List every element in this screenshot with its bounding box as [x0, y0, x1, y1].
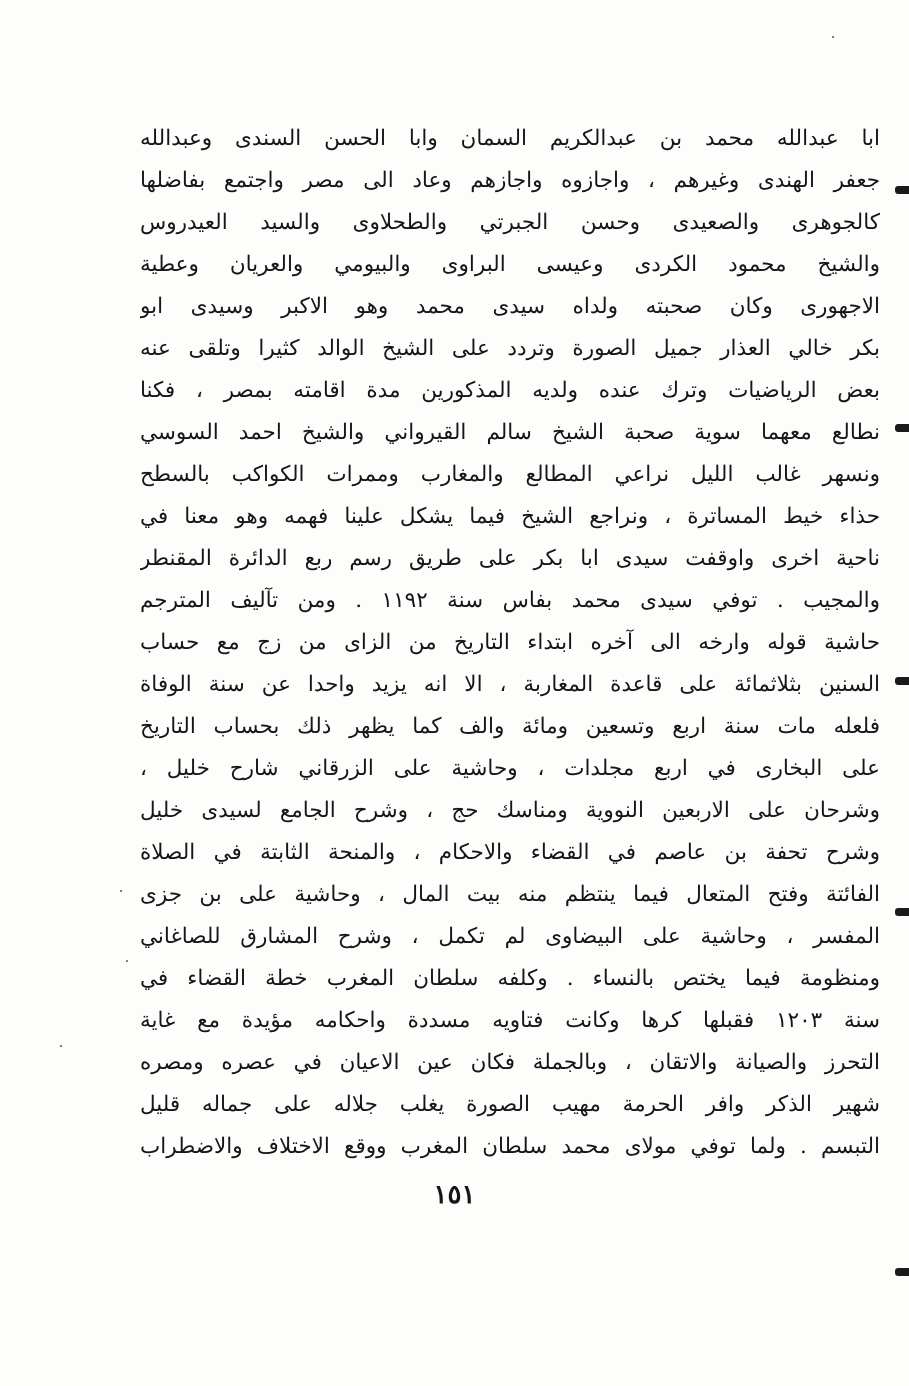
scan-speck: [126, 960, 128, 962]
scan-speck: [832, 36, 834, 38]
text-line: ومنظومة فيما يختص بالنساء . وكلفه سلطان المغرب خطة القضاء في: [140, 966, 880, 991]
text-line: شهير الذكر وافر الحرمة مهيب الصورة يغلب جلاله على جماله قليل: [140, 1092, 880, 1117]
text-line: جعفر الهندى وغيرهم ، واجازوه واجازهم وعاد الى مصر واجتمع بفاضلها: [140, 168, 880, 193]
edge-mark: [895, 677, 909, 685]
text-line: الاجهورى وكان صحبته ولداه سيدى محمد وهو الاكبر وسيدى ابو: [140, 294, 880, 319]
edge-mark: [895, 186, 909, 194]
text-line: نطالع معهما سوية صحبة الشيخ سالم القيرواني والشيخ احمد السوسي: [140, 420, 880, 445]
edge-mark: [895, 424, 909, 432]
text-line: ابا عبدالله محمد بن عبدالكريم السمان وابا الحسن السندى وعبدالله: [140, 126, 880, 151]
text-line: وشرحان على الاربعين النووية ومناسك حج ، وشرح الجامع لسيدى خليل: [140, 798, 880, 823]
text-line: التبسم . ولما توفي مولاى محمد سلطان المغرب ووقع الاختلاف والاضطراب: [140, 1134, 880, 1159]
text-line: السنين بثلاثمائة على قاعدة المغاربة ، الا انه يزيد واحدا عن سنة الوفاة: [140, 672, 880, 697]
text-line: على البخارى في اربع مجلدات ، وحاشية على الزرقاني شارح خليل ،: [140, 756, 880, 781]
text-line: فلعله مات سنة اربع وتسعين ومائة والف كما يظهر ذلك بحساب التاريخ: [140, 714, 880, 739]
text-line: وشرح تحفة بن عاصم في القضاء والاحكام ، والمنحة الثابتة في الصلاة: [140, 840, 880, 865]
text-line: المفسر ، وحاشية على البيضاوى لم تكمل ، وشرح المشارق للصاغاني: [140, 924, 880, 949]
text-line: والشيخ محمود الكردى وعيسى البراوى والبيومي والعريان وعطية: [140, 252, 880, 277]
text-line: والمجيب . توفي سيدى محمد بفاس سنة ١١٩٢ . ومن تآليف المترجم: [140, 588, 880, 613]
scan-speck: [60, 1045, 62, 1047]
text-line: حاشية قوله وارخه الى آخره ابتداء التاريخ من الزاى من زج مع حساب: [140, 630, 880, 655]
text-line: كالجوهرى والصعيدى وحسن الجبرتي والطحلاوى والسيد العيدروس: [140, 210, 880, 235]
edge-mark: [895, 908, 909, 916]
text-line: الفائتة وفتح المتعال فيما ينتظم منه بيت المال ، وحاشية على بن جزى: [140, 882, 880, 907]
text-line: حذاء خيط المساترة ، ونراجع الشيخ فيما يشكل علينا فهمه وهو معنا في: [140, 504, 880, 529]
text-line: ونسهر غالب الليل نراعي المطالع والمغارب وممرات الكواكب بالسطح: [140, 462, 880, 487]
text-line: بكر خالي العذار جميل الصورة وتردد على الشيخ الوالد كثيرا وتلقى عنه: [140, 336, 880, 361]
text-line: ناحية اخرى واوقفت سيدى ابا بكر على طريق رسم ربع الدائرة المقنطر: [140, 546, 880, 571]
page-number: ١٥١: [433, 1180, 476, 1210]
edge-mark: [895, 1268, 909, 1276]
scan-speck: [120, 890, 122, 892]
text-line: سنة ١٢٠٣ فقبلها كرها وكانت فتاويه مسددة واحكامه مؤيدة مع غاية: [140, 1008, 880, 1033]
text-line: التحرز والصيانة والاتقان ، وبالجملة فكان عين الاعيان في عصره ومصره: [140, 1050, 880, 1075]
text-line: بعض الرياضيات وترك عنده ولديه المذكورين مدة اقامته بمصر ، فكنا: [140, 378, 880, 403]
